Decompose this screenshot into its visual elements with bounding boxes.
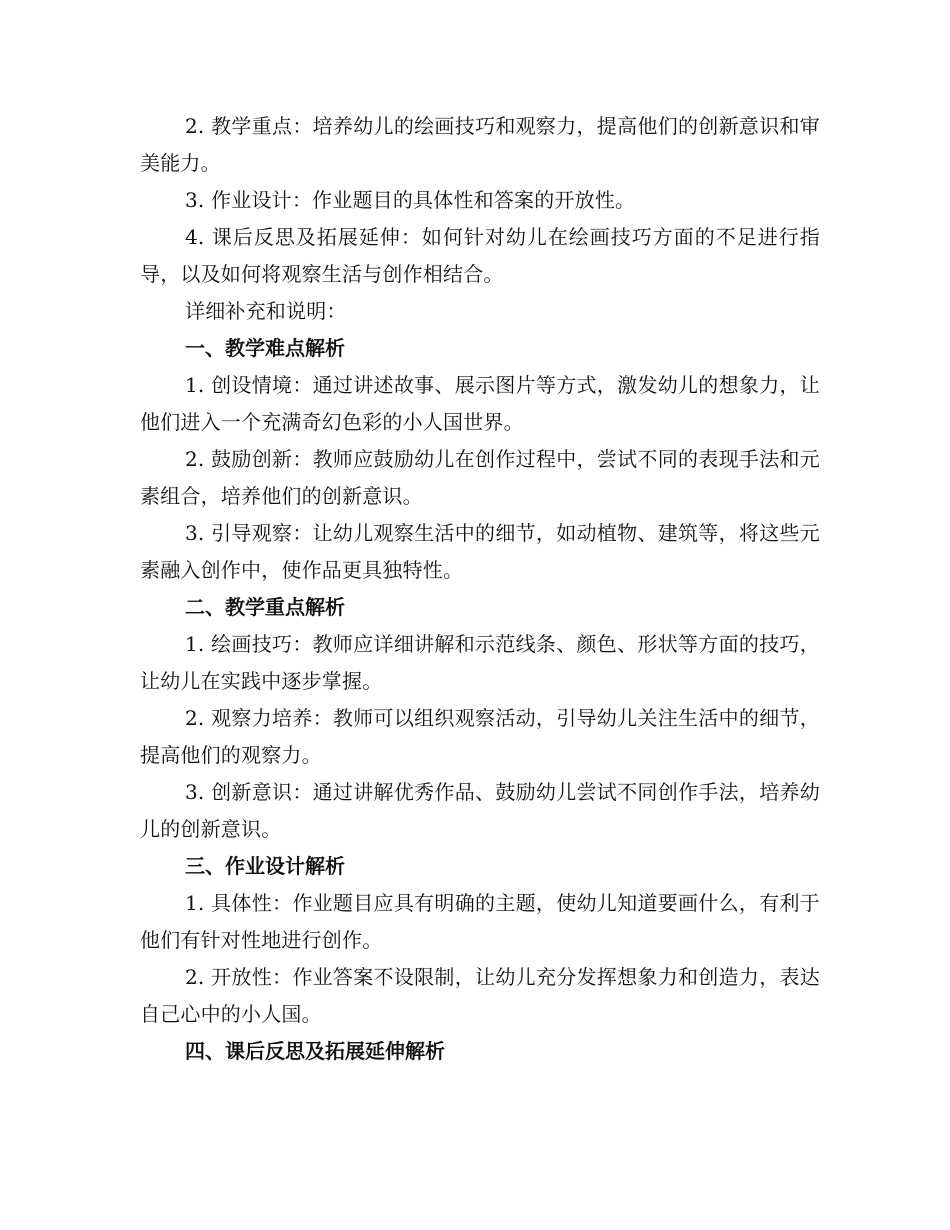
paragraph-reflection-4: 4. 课后反思及拓展延伸：如何针对幼儿在绘画技巧方面的不足进行指导，以及如何将观察生活与创作相结合。 bbox=[140, 225, 820, 286]
section-heading-homework: 三、作业设计解析 bbox=[185, 854, 345, 878]
paragraph-homework-detail-1: 1. 具体性：作业题目应具有明确的主题，使幼儿知道要画什么，有利于他们有针对性地进行创作。 bbox=[140, 891, 820, 952]
section-heading-focus: 二、教学重点解析 bbox=[185, 595, 345, 619]
section-heading-difficulty: 一、教学难点解析 bbox=[185, 336, 345, 360]
paragraph-focus-detail-3: 3. 创新意识：通过讲解优秀作品、鼓励幼儿尝试不同创作手法，培养幼儿的创新意识。 bbox=[140, 780, 820, 841]
section-heading-reflection: 四、课后反思及拓展延伸解析 bbox=[185, 1039, 445, 1063]
paragraph-difficulty-2: 2. 鼓励创新：教师应鼓励幼儿在创作过程中，尝试不同的表现手法和元素组合，培养他们的创新意识。 bbox=[140, 447, 820, 508]
paragraph-focus-detail-1: 1. 绘画技巧：教师应详细讲解和示范线条、颜色、形状等方面的技巧，让幼儿在实践中逐步掌握。 bbox=[140, 632, 820, 693]
document-page bbox=[140, 108, 820, 1070]
paragraph-focus-detail-2: 2. 观察力培养：教师可以组织观察活动，引导幼儿关注生活中的细节，提高他们的观察力。 bbox=[140, 706, 820, 767]
paragraph-supplement-intro: 详细补充和说明： bbox=[185, 299, 347, 323]
paragraph-focus-2: 2. 教学重点：培养幼儿的绘画技巧和观察力，提高他们的创新意识和审美能力。 bbox=[140, 114, 820, 175]
paragraph-difficulty-3: 3. 引导观察：让幼儿观察生活中的细节，如动植物、建筑等，将这些元素融入创作中，使作品更具独特性。 bbox=[140, 521, 820, 582]
paragraph-homework-3: 3. 作业设计：作业题目的具体性和答案的开放性。 bbox=[185, 188, 636, 212]
paragraph-homework-detail-2: 2. 开放性：作业答案不设限制，让幼儿充分发挥想象力和创造力，表达自己心中的小人国。 bbox=[140, 965, 820, 1026]
paragraph-difficulty-1: 1. 创设情境：通过讲述故事、展示图片等方式，激发幼儿的想象力，让他们进入一个充满奇幻色彩的小人国世界。 bbox=[140, 373, 820, 434]
